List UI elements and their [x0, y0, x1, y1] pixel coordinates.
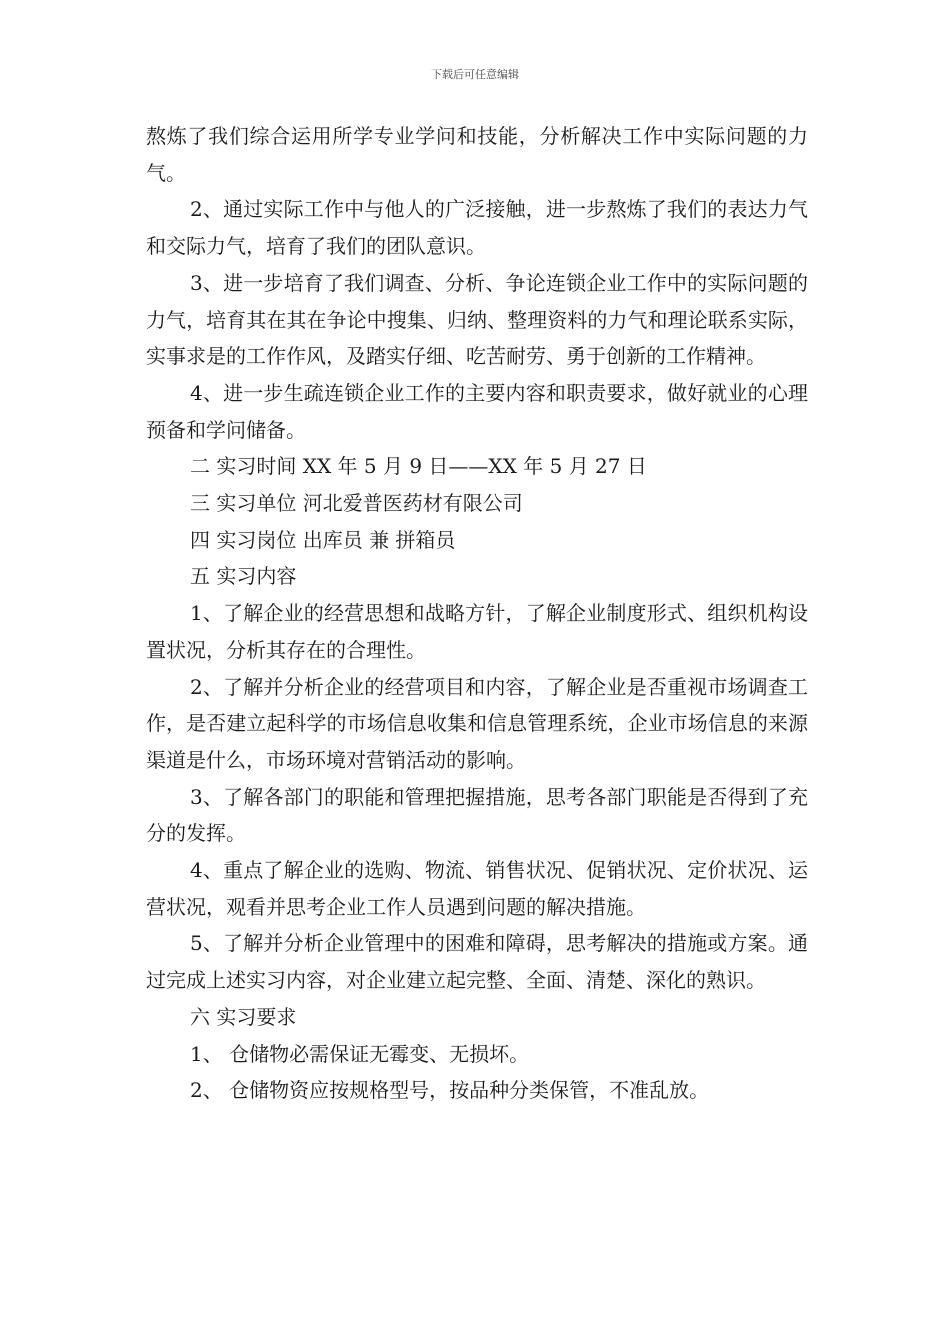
- paragraph: 熬炼了我们综合运用所学专业学问和技能，分析解决工作中实际问题的力气。: [146, 124, 808, 185]
- section-heading: 六 实习要求: [190, 1004, 297, 1029]
- list-item: 1、 仓储物必需保证无霉变、无损坏。: [190, 1041, 530, 1066]
- page-header: 下载后可任意编辑: [431, 68, 519, 81]
- paragraph: 3、了解各部门的职能和管理把握措施，思考各部门职能是否得到了充分的发挥。: [146, 784, 808, 846]
- section-heading: 五 实习内容: [190, 564, 297, 589]
- paragraph: 4、重点了解企业的选购、物流、销售状况、促销状况、定价状况、运营状况，观看并思考企业工作人员遇到问题的解决措施。: [146, 858, 808, 919]
- paragraph: 4、进一步生疏连锁企业工作的主要内容和职责要求，做好就业的心理预备和学问储备。: [146, 380, 808, 442]
- section-heading: 三 实习单位 河北爱普医药材有限公司: [190, 491, 523, 516]
- paragraph: 2、了解并分析企业的经营项目和内容，了解企业是否重视市场调查工作，是否建立起科学的市场信息收集和信息管理系统，企业市场信息的来源渠道是什么，市场环境对营销活动的影响。: [146, 674, 808, 772]
- paragraph: 5、了解并分析企业管理中的困难和障碍，思考解决的措施或方案。通过完成上述实习内容，对企业建立起完整、全面、清楚、深化的熟识。: [146, 931, 808, 993]
- section-heading: 四 实习岗位 出库员 兼 拼箱员: [190, 527, 456, 552]
- section-heading: 二 实习时间 XX 年 5 月 9 日——XX 年 5 月 27 日: [190, 454, 647, 479]
- document-body: [146, 118, 808, 1109]
- list-item: 2、 仓储物资应按规格型号，按品种分类保管，不准乱放。: [190, 1078, 710, 1103]
- paragraph: 2、通过实际工作中与他人的广泛接触，进一步熬炼了我们的表达力气和交际力气，培育了我们的团队意识。: [146, 197, 808, 259]
- paragraph: 3、进一步培育了我们调查、分析、争论连锁企业工作中的实际问题的力气，培育其在其在争论中搜集、归纳、整理资料的力气和理论联系实际，实事求是的工作作风，及踏实仔细、吃苦耐劳、勇于创新的工作精神。: [146, 270, 808, 369]
- paragraph: 1、了解企业的经营思想和战略方针，了解企业制度形式、组织机构设置状况，分析其存在的合理性。: [146, 601, 808, 662]
